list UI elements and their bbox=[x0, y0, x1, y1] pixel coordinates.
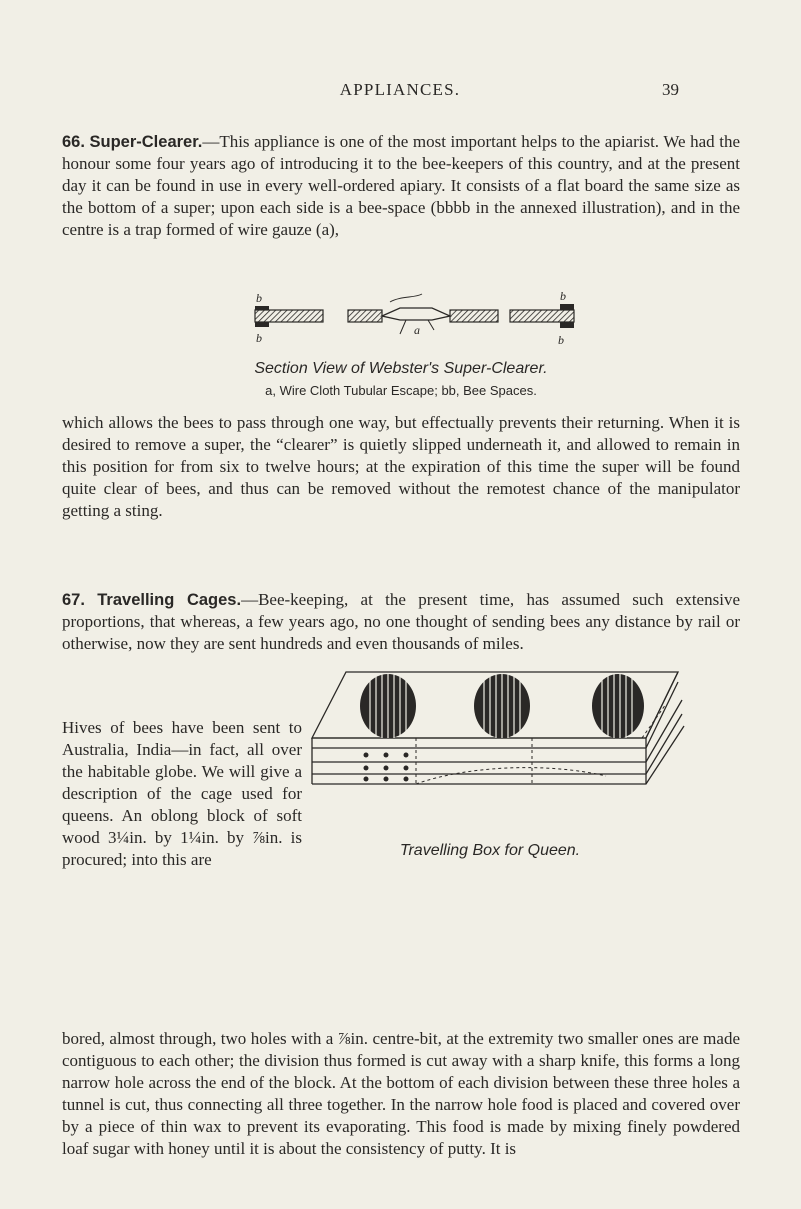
section-67-heading: Travelling Cages. bbox=[97, 591, 242, 609]
section-66-number: 66. bbox=[62, 133, 85, 151]
section-66-continuation: which allows the bees to pass through one way, but effectually prevents their returning. When it is desired to remove a super, the “clearer” is quietly slipped underneath it, and allowed to remain in this position for from six to twelve hours; at the expiration of this time the super will be found quite clear of bees, and thus can be removed without the remotest chance of the manipulator getting a sting. bbox=[62, 413, 740, 521]
section-67-narrow-text: Hives of bees have been sent to Australia, India—in fact, all over the habitable globe. We will give a description of the cage used for queens. An oblong block of soft wood 3¼in. by 1¼in. by ⅞in. is procured; into this are bbox=[62, 718, 302, 869]
right-board bbox=[510, 304, 574, 328]
super-clearer-illustration bbox=[250, 290, 580, 350]
fig1-label-b-top-left: b bbox=[256, 291, 262, 305]
fig1-label-a: a bbox=[414, 323, 420, 337]
header-title: APPLIANCES. bbox=[339, 80, 461, 99]
fig1-label-b-bottom-left: b bbox=[256, 331, 262, 345]
section-67-paragraph bbox=[62, 589, 740, 655]
running-header bbox=[0, 80, 801, 106]
section-66-text: —This appliance is one of the most important helps to the apiarist. We had the honour some four years ago of introducing it to the bee-keepers of this country, and at the present day it can be found in use in every well-ordered apiary. It consists of a flat board the same size as the bottom of a super; upon each side is a bee-space (bbbb in the annexed illustration), and in the centre is a trap formed of wire gauze (a), bbox=[62, 132, 741, 240]
figure-1-legend: a, Wire Cloth Tubular Escape; bb, Bee Spaces. bbox=[265, 383, 537, 398]
section-67-number: 67. bbox=[62, 591, 85, 609]
page-number: 39 bbox=[662, 80, 679, 99]
section-66-paragraph bbox=[62, 131, 740, 241]
section-67-text: —Bee-keeping, at the present time, has assumed such extensive proportions, that whereas, a few years ago, no one thought of sending bees any distance by rail or otherwise, now they are sent hundreds and even thousands of miles. bbox=[62, 590, 740, 654]
fig1-label-b-bottom-right: b bbox=[558, 333, 564, 347]
figure-1-caption: Section View of Webster's Super-Clearer. bbox=[254, 360, 548, 377]
left-board bbox=[255, 306, 323, 327]
centre-trap bbox=[348, 294, 498, 334]
bore-hole-right bbox=[592, 674, 644, 738]
section-66-heading: Super-Clearer. bbox=[89, 133, 203, 151]
bore-hole-centre bbox=[474, 674, 530, 738]
figure-2-caption: Travelling Box for Queen. bbox=[399, 842, 581, 859]
fig1-label-b-top-right: b bbox=[560, 290, 566, 303]
section-67-tail-text: bored, almost through, two holes with a ⅞in. centre-bit, at the extremity two smaller ones are made contiguous to each other; the division thus formed is cut away with a sharp knife, this forms a long narrow hole across the end of the block. At the bottom of each division between these three holes a tunnel is cut, thus connecting all three together. In the narrow hole food is placed and covered over by a piece of thin wax to prevent its evaporating. This food is made by mixing finely powdered loaf sugar with honey until it is about the consistency of putty. It is bbox=[62, 1029, 740, 1159]
travelling-box-illustration bbox=[306, 656, 696, 816]
bore-hole-left bbox=[360, 674, 416, 738]
tunnel-dots bbox=[364, 753, 409, 782]
